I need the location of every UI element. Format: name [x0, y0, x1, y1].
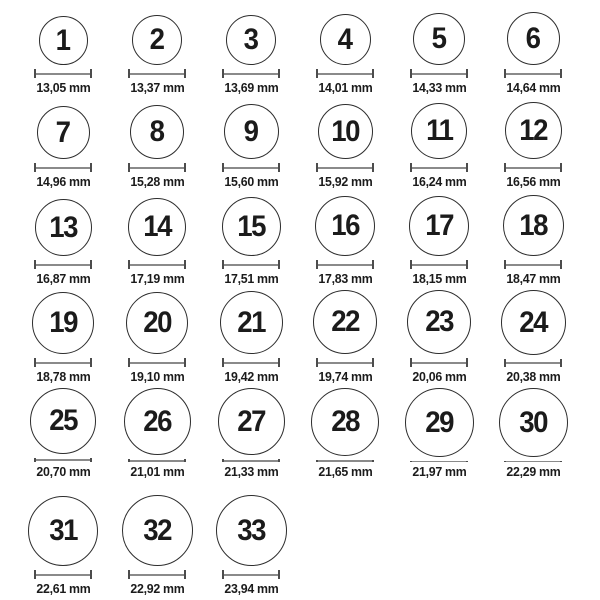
ring-size-cell	[392, 193, 486, 290]
ring-size-number: 20	[143, 306, 171, 339]
ring-circle	[226, 15, 276, 65]
diameter-measure-bar	[128, 260, 186, 269]
diameter-label: 17,51 mm	[223, 271, 279, 286]
diameter-label: 15,60 mm	[223, 174, 279, 189]
diameter-measure-bar	[316, 69, 374, 78]
diameter-label: 22,92 mm	[129, 581, 185, 596]
ring-circle	[128, 198, 186, 256]
diameter-measure-bar	[222, 570, 280, 579]
diameter-label: 13,37 mm	[129, 80, 185, 95]
diameter-measure-bar	[34, 260, 92, 269]
diameter-label: 21,97 mm	[411, 464, 467, 479]
diameter-label: 13,05 mm	[35, 80, 91, 95]
ring-size-number: 5	[432, 22, 446, 55]
ring-size-number: 25	[49, 404, 77, 437]
diameter-label: 20,38 mm	[505, 369, 561, 384]
ring-circle	[411, 103, 467, 159]
ring-size-cell	[486, 290, 580, 388]
ring-circle	[505, 102, 562, 159]
diameter-label: 19,10 mm	[129, 369, 185, 384]
ring-circle	[501, 290, 566, 355]
ring-size-cell	[204, 483, 298, 600]
diameter-label: 19,42 mm	[223, 369, 279, 384]
diameter-label: 13,69 mm	[223, 80, 279, 95]
ring-size-cell	[16, 99, 110, 193]
diameter-label: 16,56 mm	[505, 174, 561, 189]
ring-size-number: 8	[150, 115, 164, 148]
ring-size-number: 16	[331, 209, 359, 242]
ring-size-number: 10	[331, 114, 359, 148]
diameter-measure-bar	[316, 163, 374, 172]
ring-circle	[124, 388, 191, 455]
ring-size-number: 27	[237, 404, 265, 438]
ring-size-number: 14	[143, 210, 171, 243]
diameter-label: 14,01 mm	[317, 80, 373, 95]
diameter-label: 15,28 mm	[129, 174, 185, 189]
ring-size-number: 9	[244, 114, 258, 148]
diameter-label: 20,70 mm	[35, 464, 91, 479]
diameter-measure-bar	[34, 570, 92, 579]
ring-size-cell	[110, 388, 204, 483]
ring-size-cell	[204, 193, 298, 290]
diameter-label: 22,61 mm	[35, 581, 91, 596]
ring-size-number: 15	[237, 209, 265, 243]
ring-circle	[32, 292, 94, 354]
diameter-label: 23,94 mm	[223, 581, 279, 596]
ring-size-number: 4	[338, 22, 352, 56]
ring-size-number: 12	[519, 113, 547, 147]
ring-circle	[320, 14, 371, 65]
diameter-label: 19,74 mm	[317, 369, 373, 384]
ring-size-number: 3	[244, 23, 258, 56]
diameter-measure-bar	[410, 260, 468, 269]
ring-size-cell	[392, 4, 486, 99]
diameter-measure-bar	[504, 69, 562, 78]
ring-size-cell	[16, 483, 110, 600]
ring-size-cell	[298, 4, 392, 99]
ring-circle	[132, 15, 182, 65]
ring-circle	[122, 495, 193, 566]
diameter-measure-bar	[504, 163, 562, 172]
ring-circle	[318, 104, 373, 159]
ring-size-number: 21	[237, 305, 265, 339]
diameter-measure-bar	[222, 260, 280, 269]
diameter-label: 15,92 mm	[317, 174, 373, 189]
diameter-measure-bar	[222, 358, 280, 367]
ring-size-number: 2	[150, 23, 164, 56]
ring-size-cell	[16, 388, 110, 483]
ring-size-cell	[298, 290, 392, 388]
diameter-label: 18,78 mm	[35, 369, 91, 384]
ring-size-number: 23	[425, 305, 453, 338]
ring-circle	[216, 495, 287, 566]
diameter-measure-bar	[222, 163, 280, 172]
ring-size-number: 19	[49, 306, 77, 339]
ring-size-cell	[16, 193, 110, 290]
ring-size-cell	[110, 99, 204, 193]
diameter-label: 21,33 mm	[223, 464, 279, 479]
ring-size-cell	[298, 388, 392, 483]
diameter-label: 22,29 mm	[505, 464, 561, 479]
diameter-measure-bar	[410, 163, 468, 172]
diameter-measure-bar	[128, 570, 186, 579]
diameter-measure-bar	[316, 460, 374, 462]
ring-size-cell	[392, 388, 486, 483]
ring-size-cell	[298, 193, 392, 290]
diameter-label: 21,01 mm	[129, 464, 185, 479]
ring-size-cell	[110, 483, 204, 600]
ring-circle	[409, 196, 469, 256]
ring-circle	[503, 195, 564, 256]
diameter-measure-bar	[34, 458, 92, 462]
diameter-measure-bar	[128, 358, 186, 367]
ring-size-cell	[16, 290, 110, 388]
ring-size-cell	[110, 193, 204, 290]
diameter-label: 16,24 mm	[411, 174, 467, 189]
ring-size-number: 18	[519, 208, 547, 242]
ring-size-number: 13	[49, 210, 77, 244]
diameter-measure-bar	[410, 69, 468, 78]
diameter-measure-bar	[128, 459, 186, 462]
diameter-measure-bar	[316, 260, 374, 269]
ring-size-cell	[110, 290, 204, 388]
ring-size-cell	[486, 193, 580, 290]
diameter-label: 17,19 mm	[129, 271, 185, 286]
diameter-measure-bar	[504, 359, 562, 367]
ring-circle	[311, 388, 379, 456]
ring-circle	[30, 388, 96, 454]
ring-size-number: 1	[56, 23, 70, 57]
diameter-measure-bar	[222, 459, 280, 462]
diameter-measure-bar	[128, 69, 186, 78]
ring-size-number: 28	[331, 405, 359, 438]
ring-size-cell	[204, 99, 298, 193]
ring-circle	[130, 105, 184, 159]
ring-circle	[37, 106, 90, 159]
ring-size-cell	[486, 99, 580, 193]
diameter-label: 14,64 mm	[505, 80, 561, 95]
ring-size-cell	[16, 4, 110, 99]
ring-size-cell	[486, 388, 580, 483]
diameter-measure-bar	[34, 69, 92, 78]
ring-circle	[126, 292, 188, 354]
ring-circle	[315, 196, 375, 256]
ring-circle	[224, 104, 279, 159]
ring-size-cell	[392, 290, 486, 388]
diameter-label: 18,47 mm	[505, 271, 561, 286]
ring-size-number: 26	[143, 404, 171, 438]
diameter-label: 14,96 mm	[35, 174, 91, 189]
ring-size-number: 11	[425, 114, 453, 147]
diameter-measure-bar	[410, 461, 468, 462]
diameter-label: 17,83 mm	[317, 271, 373, 286]
ring-size-number: 24	[519, 305, 547, 339]
ring-size-number: 31	[49, 514, 77, 547]
ring-size-number: 7	[56, 115, 70, 149]
ring-size-number: 22	[331, 305, 359, 338]
ring-size-cell	[110, 4, 204, 99]
diameter-measure-bar	[316, 358, 374, 367]
diameter-label: 14,33 mm	[411, 80, 467, 95]
diameter-measure-bar	[34, 163, 92, 172]
ring-circle	[222, 197, 281, 256]
diameter-label: 16,87 mm	[35, 271, 91, 286]
ring-circle	[218, 388, 285, 455]
ring-size-cell	[204, 388, 298, 483]
ring-size-number: 6	[526, 21, 540, 55]
ring-size-cell	[486, 4, 580, 99]
ring-circle	[499, 388, 568, 457]
ring-circle	[413, 13, 465, 65]
ring-size-number: 30	[519, 405, 547, 439]
ring-circle	[405, 388, 474, 457]
diameter-label: 20,06 mm	[411, 369, 467, 384]
ring-size-cell	[392, 99, 486, 193]
ring-circle	[28, 496, 98, 566]
ring-size-number: 17	[425, 209, 453, 242]
ring-size-cell	[204, 4, 298, 99]
diameter-measure-bar	[34, 358, 92, 367]
ring-size-cell	[204, 290, 298, 388]
diameter-measure-bar	[128, 163, 186, 172]
ring-circle	[407, 290, 471, 354]
ring-circle	[313, 290, 377, 354]
diameter-measure-bar	[222, 69, 280, 78]
diameter-label: 21,65 mm	[317, 464, 373, 479]
diameter-measure-bar	[504, 260, 562, 269]
ring-circle	[507, 12, 560, 65]
ring-circle	[39, 16, 88, 65]
ring-circle	[35, 199, 92, 256]
ring-size-number: 32	[143, 513, 171, 547]
diameter-measure-bar	[410, 358, 468, 367]
ring-size-number: 33	[237, 513, 265, 547]
diameter-measure-bar	[504, 461, 562, 462]
ring-size-cell	[298, 99, 392, 193]
diameter-label: 18,15 mm	[411, 271, 467, 286]
ring-circle	[220, 291, 283, 354]
ring-size-number: 29	[425, 405, 453, 439]
